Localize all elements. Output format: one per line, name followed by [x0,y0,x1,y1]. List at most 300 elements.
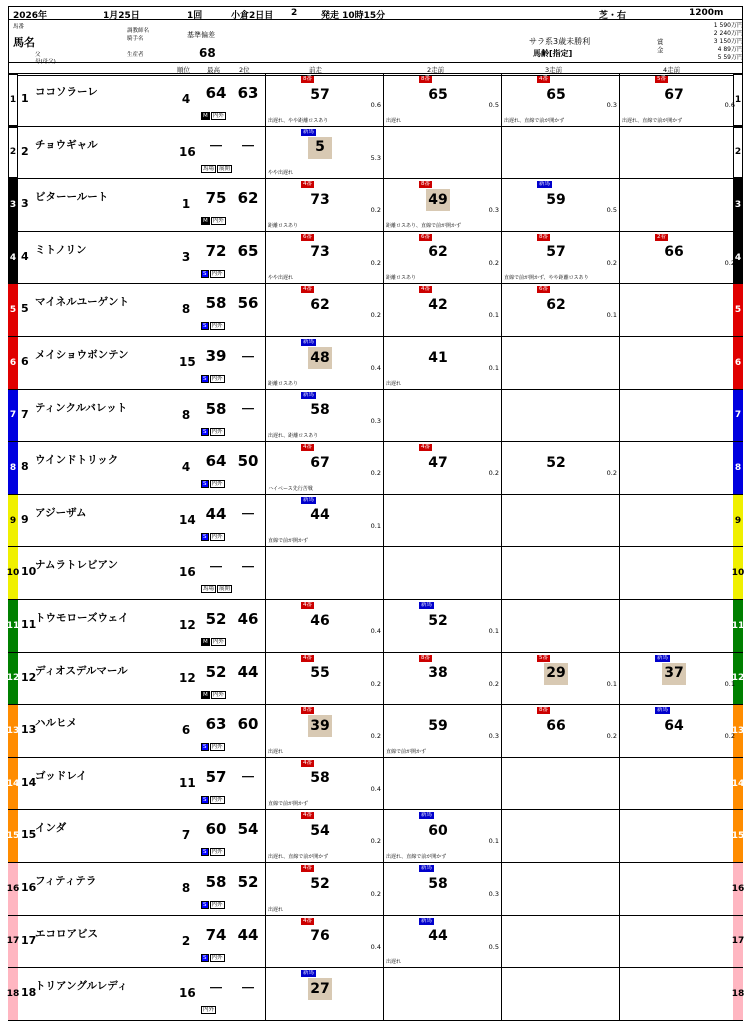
race-score: 46 [310,612,330,629]
second-score: 52 [237,873,259,891]
horse-row [8,547,743,600]
condition-tag: 内外 [211,481,223,488]
distance: 1200m [689,8,724,18]
condition-tag: S [203,376,207,382]
condition-tag: 馬場 [203,586,215,593]
race-cell [383,600,501,652]
race-score: 62 [310,296,330,313]
post-band-left: 15 [8,810,18,862]
basis-value: 68 [199,46,216,60]
rank: 4 [181,92,191,106]
race-comment: やや出遅れ [268,275,294,282]
race-score: 65 [428,86,448,103]
race-cell [383,495,501,547]
race-sheet [8,6,743,1020]
race-label: 8番 [303,76,312,82]
race-score: 67 [310,454,330,471]
race-score: 66 [664,244,684,261]
condition-tags [201,796,265,804]
race-label: 2着 [657,233,666,240]
race-score: 42 [428,296,448,313]
horse-number: 15 [21,828,37,842]
post-band-right: 6 [733,337,743,389]
condition-tag: S [203,796,207,803]
owner-label: 生産者 [127,52,144,58]
condition-tags [201,848,265,856]
horse-name: ディオスデルマール [35,664,128,677]
race-margin: 0.2 [488,258,499,267]
race-margin: 0.2 [724,258,735,267]
col-second: 2位 [239,66,250,74]
horse-row [8,74,743,127]
post-band-right: 7 [733,390,743,442]
race-cell [265,442,383,494]
condition-tags [201,954,265,962]
race-margin: 0.2 [370,679,381,688]
best-score: 57 [205,767,227,786]
race-cell [619,390,737,442]
race-margin: 0.1 [606,311,617,320]
horse-name: ナムラトレビアン [35,559,119,572]
race-margin: 0.1 [488,311,499,320]
race-cell [501,810,619,862]
race-comment: 出遅れ、距離ロスあり [268,433,319,440]
year: 2026年 [13,11,48,21]
condition-tag: S [203,533,207,540]
horse-number: 17 [21,933,37,947]
race-comment: 出遅れ [386,959,402,966]
condition-tags [201,165,265,173]
condition-tags [201,480,265,488]
condition-tag: 内外 [211,270,223,277]
horse-name: ゴッドレイ [35,769,87,782]
post-band-right: 13 [733,705,743,757]
condition-tag: 内外 [212,639,224,645]
race-score: 52 [428,612,448,629]
condition-tag: 内外 [211,376,223,382]
horse-name: ミトノリン [35,243,87,256]
second-score: 56 [237,294,259,313]
col-best: 最高 [207,66,220,74]
race-label: 8番 [303,707,312,714]
race-cell [619,968,737,1020]
race-margin: 0.2 [370,837,381,846]
rank: 3 [181,249,191,264]
horse-name: ココソラーレ [35,86,98,98]
post-band-left: 4 [8,232,18,284]
race-margin: 0.4 [370,627,381,635]
race-label: 新馬 [421,602,433,608]
race-cell [383,284,501,336]
race-score: 73 [310,191,330,208]
second-score: 46 [237,610,259,628]
condition-tag: 展開 [219,165,231,172]
race-score: 37 [662,663,686,685]
race-cell [619,600,737,652]
post-band-left: 10 [8,547,18,599]
race-score: 49 [426,189,450,211]
race-margin: 0.5 [606,206,617,215]
race-cell [501,863,619,915]
condition-tags [201,1006,265,1014]
second-score: 44 [237,662,259,681]
race-cell [383,547,501,599]
post-band-left: 13 [8,705,18,757]
race-cell [265,495,383,547]
horse-number: 12 [21,670,37,684]
best-score: 58 [205,399,227,418]
second-score: － [240,505,256,524]
prize-label: 賞金 [657,38,664,54]
post-band-left: 9 [8,495,18,547]
post-band-left: 3 [8,179,18,231]
race-score: 60 [428,822,448,839]
race-comment: 距離ロスあり [268,380,299,387]
post-band-right: 12 [733,653,743,705]
horse-row [8,705,743,758]
race-label: 4番 [539,76,548,82]
condition-tag: S [203,428,207,435]
condition-tag: 馬場 [203,165,215,172]
race-cell [619,337,737,389]
col-r2: 2走前 [427,66,445,74]
post-band-right: 2 [733,127,743,179]
horse-number: 11 [21,618,37,631]
post-band-right: 3 [733,179,743,231]
horse-number: 8 [21,460,29,474]
best-score: 44 [205,504,227,523]
race-margin: 0.2 [606,258,617,267]
race-cell [265,600,383,652]
prize-3: 3 150万円 [713,38,743,45]
race-score: 44 [310,507,330,524]
race-label: 8番 [539,707,548,714]
race-score: 58 [310,770,330,787]
prize-4: 4 89万円 [717,46,743,53]
race-score: 47 [428,454,448,471]
race-score: 39 [308,715,332,737]
race-score: 44 [428,928,448,945]
condition-tag: S [203,270,207,277]
race-cell [383,653,501,705]
race-score: 54 [310,822,330,839]
race-margin: 0.5 [488,101,499,109]
race-score: 52 [546,454,566,471]
race-cell [265,127,383,179]
rank: 16 [179,565,196,580]
horse-name: フィティテラ [35,875,97,887]
race-margin: 0.2 [606,732,617,741]
start-time: 発走 10時15分 [321,11,386,21]
race-label: 4番 [303,654,312,661]
second-score: 44 [237,925,259,944]
prize-list [673,22,743,62]
kai: 1回 [187,11,203,21]
race-comment: 出遅れ、直線で前が開かず [504,117,565,124]
race-cell [501,337,619,389]
race-label: 8番 [421,181,430,188]
horse-row [8,179,743,232]
col-pop: 順位 [177,66,190,74]
column-header [8,62,743,74]
horse-number: 3 [21,197,29,211]
post-band-left: 6 [8,337,18,389]
rank: 6 [181,723,191,738]
race-label: 新馬 [657,707,669,714]
post-band-left: 18 [8,968,18,1020]
horse-name: アジーザム [35,506,87,519]
best-score: － [208,557,224,576]
horse-name: ティンクルバレット [35,401,128,414]
mother-label: 母(母父) [35,59,56,65]
race-cell [619,863,737,915]
condition-tags [201,270,265,278]
rank: 12 [179,618,196,632]
race-score: 67 [664,86,684,103]
race-score: 58 [310,402,330,419]
race-label: 4番 [421,444,430,451]
rank: 4 [181,460,191,475]
horse-number: 2 [21,144,29,158]
race-cell [265,390,383,442]
race-comment: ハイペース先行苦戦 [268,485,313,492]
race-cell [265,547,383,599]
race-cell [383,916,501,968]
best-score: 64 [205,452,227,471]
race-score: 41 [428,349,448,366]
race-margin: 0.1 [488,627,499,635]
race-cell [501,916,619,968]
horse-name: メイショウボンテン [35,349,129,361]
condition-tag: S [203,902,207,908]
date: 1月25日 [103,11,140,21]
race-cell [501,758,619,810]
condition-tags [201,533,265,541]
race-margin: 0.3 [606,101,617,109]
race-score: 38 [428,665,448,682]
race-cell [265,758,383,810]
horse-name: インダ [35,822,67,835]
race-score: 73 [310,244,330,261]
race-label: 新馬 [657,654,669,661]
race-cell [383,127,501,179]
race-label: 新馬 [303,339,315,345]
race-label: 新馬 [421,917,433,924]
best-score: 60 [205,820,227,839]
horse-row [8,284,743,337]
race-margin: 0.3 [488,890,499,898]
horse-row [8,232,743,285]
race-label: 4番 [421,286,430,293]
race-cell [501,232,619,284]
race-comment: 距離ロスあり、直線で前が開かず [386,222,462,229]
condition-tag: 内外 [211,744,223,751]
race-cell [619,284,737,336]
race-score: 64 [664,717,684,734]
race-cell [619,179,737,231]
race-comment: 出遅れ、やや距離ロスあり [268,117,329,124]
race-margin: 0.4 [370,942,381,951]
race-margin: 0.1 [724,679,735,688]
race-cell [265,337,383,389]
rank: 11 [179,775,196,790]
post-band-right: 15 [733,810,743,862]
trainer-label: 調教師名 [127,28,150,34]
race-cell [619,127,737,179]
race-cell [383,442,501,494]
second-score: 63 [237,84,259,102]
second-score: － [240,347,256,366]
horse-row [8,758,743,811]
race-margin: 0.1 [370,521,381,530]
race-label: 8番 [421,76,430,82]
condition-tag: M [203,113,208,119]
horse-name: ハルヒメ [35,717,77,730]
second-score: 62 [237,189,259,208]
race-cell [619,74,737,126]
race-label: 新馬 [303,391,315,398]
horse-name: トリアングルレディ [35,980,128,993]
race-label: 4番 [303,181,312,188]
post-band-right: 14 [733,758,743,810]
horse-number: 18 [21,986,37,1000]
race-score: 76 [310,928,330,945]
race-cell [501,547,619,599]
race-cell [383,810,501,862]
condition-tag: S [203,954,207,961]
condition-tag: M [203,218,208,225]
post-band-left: 2 [8,127,18,179]
father-label: 父 [35,52,41,58]
race-margin: 0.2 [488,679,499,688]
race-cell [383,390,501,442]
race-comment: 出遅れ、直線で前が開かず [622,117,683,124]
race-cell [619,442,737,494]
race-comment: やや出遅れ [268,170,294,177]
race-comment: 直線で前が開かず [268,801,309,808]
race-score: 29 [544,663,568,685]
race-label: 新馬 [303,128,315,135]
condition-tag: S [203,323,207,330]
race-score: 62 [546,296,566,313]
horse-number: 10 [21,565,37,579]
post-band-right: 8 [733,442,743,494]
race-label: 4番 [303,286,312,293]
condition-tag: 内外 [211,849,223,856]
race-label: 4番 [303,444,312,451]
race-cell [501,127,619,179]
race-comment: 距離ロスあり [268,222,299,229]
second-score: 50 [237,452,259,471]
rank: 2 [181,933,191,948]
second-score: － [240,557,256,576]
race-margin: 0.2 [488,469,499,478]
race-label: 新馬 [303,496,315,503]
race-comment: 直線で前が開かず、やや距離ロスあり [504,275,589,282]
race-cell [383,863,501,915]
surface: 芝・右 [599,11,627,21]
race-header [8,6,743,20]
post-band-right: 1 [733,74,743,126]
race-cell [383,337,501,389]
race-comment: 出遅れ [386,117,402,124]
horse-number: 6 [21,355,29,368]
condition-tag: S [203,744,207,751]
best-score: 52 [205,662,227,681]
post-band-right: 5 [733,284,743,336]
race-label: 5番 [657,76,666,82]
post-band-right: 4 [733,232,743,284]
post-band-right: 18 [733,968,743,1020]
race-cell [265,705,383,757]
race-cell [501,600,619,652]
race-cell [501,495,619,547]
race-cell [501,74,619,126]
race-margin: 0.2 [370,890,381,898]
condition-tag: 内外 [212,691,224,698]
second-score: 65 [237,241,259,260]
condition-tag: 内外 [211,428,223,435]
weight-rule: 馬齢[指定] [533,49,573,58]
second-score: － [240,768,256,787]
race-cell [501,390,619,442]
race-label: 4番 [303,602,312,608]
race-comment: 直線で前が開かず [386,748,427,755]
race-cell [265,916,383,968]
rank: 12 [179,670,196,685]
race-margin: 0.2 [370,258,381,267]
horse-number: 14 [21,775,37,789]
condition-tags [201,691,265,699]
condition-tag: 内外 [211,796,223,803]
best-score: 39 [205,347,227,365]
second-score: － [240,978,256,997]
race-label: 6番 [303,233,312,240]
race-cell [265,179,383,231]
name-label: 馬名 [13,36,35,49]
horse-number: 4 [21,249,29,263]
race-cell [383,758,501,810]
venue-day: 小倉2日目 [231,11,274,21]
race-cell [383,968,501,1020]
second-score: － [240,400,256,419]
race-label: 4番 [303,865,312,871]
post-band-left: 7 [8,390,18,442]
condition-tags [201,322,265,330]
race-comment: 直線で前が開かず [268,538,309,545]
race-margin: 0.1 [488,837,499,846]
best-score: 52 [205,610,227,628]
race-comment: 出遅れ、直線で前が開かず [268,853,329,860]
race-cell [501,705,619,757]
post-band-left: 8 [8,442,18,494]
race-cell [265,810,383,862]
horse-row [8,127,743,180]
best-score: 58 [205,294,227,313]
condition-tag: M [203,639,208,645]
horse-row [8,863,743,916]
uma-label: 馬番 [13,24,25,30]
post-band-right: 17 [733,916,743,968]
second-score: 60 [237,715,259,734]
post-band-left: 17 [8,916,18,968]
second-score: 54 [237,820,259,839]
race-cell [383,705,501,757]
horse-row [8,916,743,969]
second-score: － [240,137,256,156]
horse-name: ビターールート [35,191,109,204]
condition-tag: 内外 [211,323,223,330]
